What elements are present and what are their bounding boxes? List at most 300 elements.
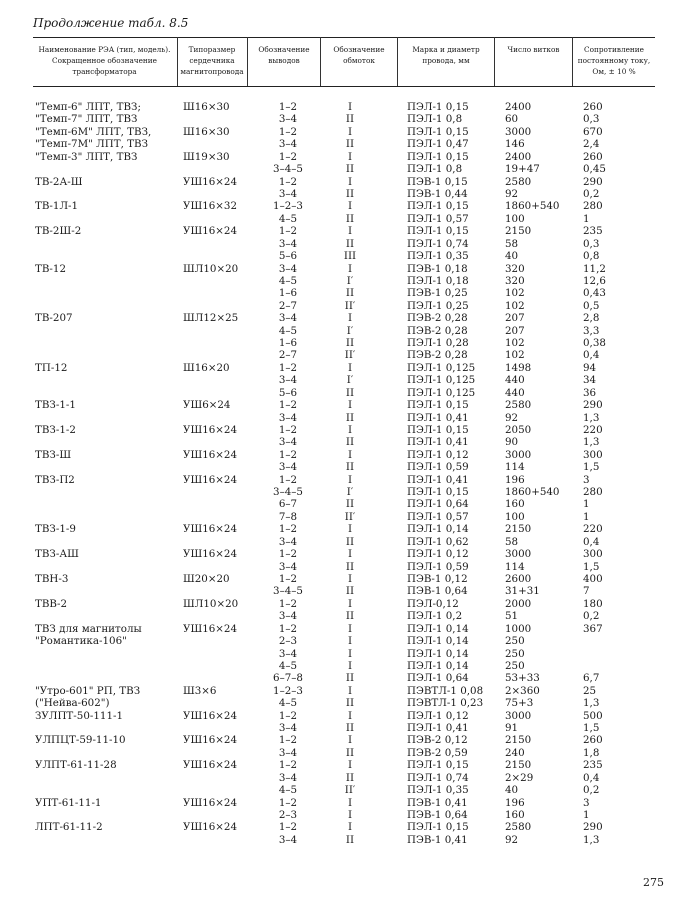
cell-winding: II [345,746,355,759]
cell-turns: 2400 [505,150,532,163]
cell-winding: I [347,635,353,648]
cell-pins: 3–4 [278,411,298,424]
cell-winding: II [345,163,355,176]
cell-pins: 4–5 [278,212,298,225]
cell-core: Ш19×30 [183,150,230,163]
cell-turns: 2580 [505,399,532,412]
cell-turns: 3000 [505,709,532,722]
cell-turns: 92 [505,411,519,424]
table-row [0,747,679,759]
cell-core: УШ6×24 [183,399,231,412]
cell-turns: 58 [505,535,519,548]
table-row [0,238,679,250]
cell-wire: ПЭЛ-1 0,15 [407,821,469,834]
cell-name: УПТ-61-11-1 [35,796,102,809]
cell-pins: 1–2 [278,734,298,747]
cell-resistance: 1,3 [583,436,600,449]
cell-name: ТВ-2Ш-2 [35,225,82,238]
cell-winding: I [347,361,353,374]
table-row [0,660,679,672]
cell-pins: 3–4 [278,746,298,759]
cell-resistance: 1 [583,498,590,511]
cell-wire: ПЭЛ-1 0,64 [407,672,469,685]
cell-resistance: 500 [583,709,603,722]
cell-wire: ПЭЛ-1 0,14 [407,659,469,672]
cell-wire: ПЭВ-1 0,41 [407,833,468,846]
cell-turns: 58 [505,237,519,250]
cell-winding: I [347,709,353,722]
cell-winding: I [347,262,353,275]
cell-resistance: 12,6 [583,274,606,287]
cell-pins: 2–3 [278,635,298,648]
table-row [0,672,679,684]
cell-name: ТВ-2А-Ш [35,175,83,188]
cell-pins: 3–4 [278,833,298,846]
cell-turns: 160 [505,498,525,511]
cell-turns: 250 [505,635,525,648]
cell-pins: 1–2 [278,423,298,436]
cell-pins: 4–5 [278,784,298,797]
cell-wire: ПЭЛ-1 0,15 [407,125,469,138]
cell-wire: ПЭВ-1 0,25 [407,287,468,300]
cell-core: Ш16×20 [183,361,230,374]
cell-wire: ПЭВ-1 0,12 [407,573,468,585]
header-divider [247,37,248,86]
cell-name: ТВ-1Л-1 [35,200,79,213]
cell-resistance: 0,38 [583,337,606,349]
cell-resistance: 300 [583,548,603,561]
cell-turns: 53+33 [505,672,540,685]
table-row [0,263,679,275]
header-core: Типоразмер сердечника магнитопровода [180,45,244,76]
header-winding: Обозначение обмоток [333,45,385,65]
cell-pins: 1–2 [278,225,298,238]
cell-pins: 1–2 [278,709,298,722]
cell-pins: 3–4–5 [273,585,303,598]
cell-wire: ПЭЛ-1 0,125 [407,386,476,399]
cell-resistance: 1 [583,808,590,821]
cell-winding: I′ [346,374,354,387]
cell-resistance: 400 [583,573,603,585]
cell-wire: ПЭЛ-1 0,35 [407,250,469,262]
cell-pins: 2–7 [278,349,298,362]
cell-pins: 5–6 [278,250,298,262]
cell-pins: 3–4 [278,237,298,250]
cell-wire: ПЭЛ-1 0,64 [407,498,469,511]
table-row [0,213,679,225]
cell-pins: 4–5 [278,659,298,672]
cell-wire: ПЭЛ-1 0,14 [407,647,469,660]
cell-name: ТП-12 [35,361,68,374]
cell-winding: II [345,722,355,734]
cell-wire: ПЭВ-1 0,44 [407,187,468,200]
cell-pins: 1–2–3 [273,684,303,697]
cell-winding: I [347,659,353,672]
cell-resistance: 0,2 [583,187,600,200]
cell-resistance: 0,3 [583,113,600,126]
cell-turns: 2400 [505,101,532,113]
table-row [0,374,679,386]
cell-name: "Темп-7" ЛПТ, ТВЗ [35,113,138,126]
cell-name: ТВЗ для магнитолы [35,622,142,635]
cell-wire: ПЭЛ-1 0,8 [407,113,463,126]
cell-winding: II [345,113,355,126]
cell-resistance: 94 [583,361,597,374]
cell-winding: I [347,734,353,747]
cell-pins: 3–4 [278,560,298,573]
cell-core: УШ16×24 [183,523,238,536]
cell-turns: 31+31 [505,585,540,598]
table-row [0,362,679,374]
cell-winding: II [345,610,355,623]
cell-resistance: 0,45 [583,163,606,176]
cell-resistance: 1,5 [583,461,600,474]
cell-pins: 1–2 [278,150,298,163]
cell-core: УШ16×24 [183,796,238,809]
cell-turns: 114 [505,461,525,474]
cell-wire: ПЭЛ-1 0,41 [407,411,469,424]
cell-wire: ПЭЛ-1 0,8 [407,163,463,176]
table-row [0,523,679,535]
cell-winding: II [345,498,355,511]
cell-winding: I′ [346,486,354,498]
cell-pins: 3–4 [278,262,298,275]
cell-winding: II [345,697,355,710]
cell-resistance: 2,4 [583,138,600,151]
cell-wire: ПЭВ-1 0,64 [407,585,468,598]
table-row [0,635,679,647]
cell-turns: 102 [505,337,525,349]
cell-wire: ПЭЛ-1 0,57 [407,212,469,225]
cell-wire: ПЭЛ-1 0,12 [407,709,469,722]
cell-pins: 3–4 [278,647,298,660]
cell-turns: 2150 [505,759,532,772]
cell-winding: I [347,573,353,585]
cell-wire: ПЭЛ-1 0,59 [407,560,469,573]
cell-winding: III [343,250,357,262]
cell-turns: 196 [505,796,525,809]
cell-name: ТВЗ-1-9 [35,523,76,536]
cell-pins: 7–8 [278,510,298,523]
cell-winding: II [345,461,355,474]
cell-winding: II′ [344,299,356,312]
cell-resistance: 0,4 [583,771,600,784]
cell-pins: 1–6 [278,337,298,349]
cell-wire: ПЭЛ-1 0,15 [407,101,469,113]
cell-pins: 1–2 [278,361,298,374]
cell-winding: I [347,622,353,635]
table-row [0,337,679,349]
table-row [0,325,679,337]
cell-wire: ПЭЛ-1 0,41 [407,722,469,734]
header-divider [397,37,398,86]
cell-wire: ПЭЛ-1 0,125 [407,374,476,387]
cell-winding: II [345,833,355,846]
cell-turns: 1860+540 [505,486,560,498]
cell-winding: II [345,212,355,225]
cell-wire: ПЭЛ-1 0,125 [407,361,476,374]
cell-wire: ПЭЛ-1 0,59 [407,461,469,474]
cell-winding: II [345,138,355,151]
cell-pins: 3–4 [278,461,298,474]
cell-name: ТВ-12 [35,262,67,275]
table-row [0,536,679,548]
cell-pins: 1–2 [278,821,298,834]
cell-turns: 2150 [505,734,532,747]
cell-turns: 146 [505,138,525,151]
table-row [0,772,679,784]
cell-wire: ПЭЛ-1 0,15 [407,423,469,436]
cell-turns: 2×360 [505,684,540,697]
table-row [0,225,679,237]
table-row [0,287,679,299]
cell-turns: 92 [505,187,519,200]
cell-winding: I [347,101,353,113]
table-row [0,424,679,436]
table-row [0,610,679,622]
table-row [0,623,679,635]
cell-wire: ПЭЛ-1 0,12 [407,548,469,561]
cell-pins: 1–2 [278,622,298,635]
cell-turns: 2580 [505,175,532,188]
cell-pins: 1–2 [278,175,298,188]
table-row [0,300,679,312]
cell-wire: ПЭЛ-1 0,15 [407,486,469,498]
cell-name: ТВЗ-Ш [35,448,72,461]
cell-wire: ПЭЛ-1 0,15 [407,399,469,412]
cell-core: УШ16×24 [183,622,238,635]
table-row [0,151,679,163]
cell-pins: 1–2 [278,448,298,461]
cell-name: ЛПТ-61-11-2 [35,821,103,834]
cell-pins: 1–2 [278,101,298,113]
cell-wire: ПЭЛ-1 0,57 [407,510,469,523]
cell-turns: 320 [505,262,525,275]
cell-pins: 3–4–5 [273,163,303,176]
cell-wire: ПЭЛ-1 0,35 [407,784,469,797]
cell-winding: I [347,225,353,238]
cell-winding: II′ [344,510,356,523]
cell-winding: I′ [346,274,354,287]
header-turns: Число витков [507,45,560,54]
cell-turns: 75+3 [505,697,534,710]
cell-wire: ПЭВ-1 0,41 [407,796,468,809]
cell-turns: 114 [505,560,525,573]
cell-winding: I [347,808,353,821]
cell-turns: 207 [505,312,525,325]
header-top-rule [33,37,655,38]
cell-wire: ПЭВТЛ-1 0,23 [407,697,484,710]
cell-pins: 1–6 [278,287,298,300]
cell-pins: 4–5 [278,274,298,287]
cell-pins: 3–4 [278,610,298,623]
cell-wire: ПЭЛ-1 0,15 [407,225,469,238]
cell-pins: 1–2–3 [273,200,303,213]
cell-turns: 1000 [505,622,532,635]
cell-resistance: 670 [583,125,603,138]
cell-pins: 3–4–5 [273,486,303,498]
cell-turns: 160 [505,808,525,821]
cell-wire: ПЭЛ-1 0,14 [407,523,469,536]
cell-turns: 102 [505,349,525,362]
header-divider [494,37,495,86]
table-row [0,759,679,771]
cell-resistance: 0,2 [583,784,600,797]
cell-resistance: 0,3 [583,237,600,250]
cell-core: УШ16×24 [183,423,238,436]
cell-turns: 2150 [505,225,532,238]
cell-turns: 2050 [505,423,532,436]
cell-name: ТВВ-2 [35,597,68,610]
cell-resistance: 235 [583,225,603,238]
cell-pins: 4–5 [278,324,298,337]
cell-turns: 196 [505,473,525,486]
table-row [0,126,679,138]
cell-resistance: 260 [583,150,603,163]
cell-turns: 440 [505,386,525,399]
cell-resistance: 280 [583,200,603,213]
cell-resistance: 0,43 [583,287,606,300]
cell-resistance: 1,8 [583,746,600,759]
table-caption: Продолжение табл. 8.5 [33,16,189,30]
cell-name: "Утро-601" РП, ТВЗ [35,684,141,697]
table-row [0,561,679,573]
cell-turns: 90 [505,436,519,449]
cell-core: УШ16×24 [183,734,238,747]
cell-turns: 92 [505,833,519,846]
cell-name: ТВЗ-1-2 [35,423,76,436]
cell-winding: II [345,386,355,399]
cell-core: УШ16×24 [183,759,238,772]
cell-resistance: 0,2 [583,610,600,623]
table-row [0,486,679,498]
cell-wire: ПЭЛ-1 0,47 [407,138,469,151]
cell-resistance: 1,3 [583,697,600,710]
cell-turns: 51 [505,610,519,623]
cell-name: "Романтика-106" [35,635,127,648]
cell-resistance: 260 [583,734,603,747]
cell-pins: 6–7 [278,498,298,511]
cell-winding: I [347,821,353,834]
table-row [0,784,679,796]
table-row [0,797,679,809]
table-row [0,710,679,722]
table-row [0,809,679,821]
cell-wire: ПЭЛ-1 0,2 [407,610,463,623]
cell-name: "Темп-6" ЛПТ, ТВЗ; [35,101,141,113]
cell-winding: I [347,125,353,138]
cell-resistance: 300 [583,448,603,461]
cell-turns: 2600 [505,573,532,585]
cell-resistance: 1,3 [583,833,600,846]
cell-wire: ПЭВ-2 0,59 [407,746,468,759]
cell-turns: 250 [505,647,525,660]
table-row [0,188,679,200]
cell-wire: ПЭЛ-1 0,18 [407,274,469,287]
page-number: 275 [643,876,664,889]
cell-name: ("Нейва-602") [35,697,110,710]
cell-turns: 102 [505,299,525,312]
cell-pins: 1–2 [278,473,298,486]
cell-resistance: 220 [583,423,603,436]
cell-wire: ПЭВ-2 0,28 [407,312,468,325]
cell-winding: I [347,597,353,610]
cell-wire: ПЭВ-2 0,28 [407,349,468,362]
cell-name: "Темп-3" ЛПТ, ТВЗ [35,150,138,163]
table-row [0,387,679,399]
cell-wire: ПЭВ-1 0,64 [407,808,468,821]
cell-core: Ш3×6 [183,684,217,697]
cell-wire: ПЭЛ-1 0,15 [407,200,469,213]
cell-resistance: 25 [583,684,597,697]
cell-resistance: 1 [583,212,590,225]
table-row [0,349,679,361]
table-row [0,399,679,411]
table-row [0,412,679,424]
cell-winding: I [347,796,353,809]
cell-pins: 6–7–8 [273,672,303,685]
cell-winding: I [347,423,353,436]
cell-pins: 5–6 [278,386,298,399]
table-row [0,200,679,212]
cell-core: УШ16×24 [183,821,238,834]
cell-wire: ПЭВ-2 0,12 [407,734,468,747]
cell-core: ШЛ10×20 [183,262,239,275]
table-row [0,449,679,461]
header-divider [572,37,573,86]
cell-winding: I [347,448,353,461]
header-pins: Обозначение выводов [258,45,310,65]
cell-resistance: 36 [583,386,597,399]
table-row [0,113,679,125]
cell-wire: ПЭВ-1 0,15 [407,175,468,188]
cell-resistance: 280 [583,486,603,498]
cell-resistance: 3,3 [583,324,600,337]
cell-wire: ПЭВ-2 0,28 [407,324,468,337]
table-row [0,498,679,510]
cell-turns: 2000 [505,597,532,610]
cell-wire: ПЭВТЛ-1 0,08 [407,684,484,697]
cell-pins: 3–4 [278,113,298,126]
cell-pins: 1–2 [278,548,298,561]
cell-core: УШ16×32 [183,200,238,213]
table-row [0,585,679,597]
cell-wire: ПЭЛ-1 0,41 [407,473,469,486]
cell-winding: II [345,436,355,449]
cell-winding: I [347,399,353,412]
cell-turns: 1860+540 [505,200,560,213]
cell-winding: I [347,647,353,660]
cell-turns: 320 [505,274,525,287]
table-row [0,511,679,523]
header-divider [320,37,321,86]
table-row [0,685,679,697]
table-row [0,312,679,324]
cell-pins: 1–2 [278,573,298,585]
cell-winding: I [347,684,353,697]
cell-turns: 100 [505,212,525,225]
cell-resistance: 260 [583,101,603,113]
table-row [0,722,679,734]
cell-wire: ПЭЛ-1 0,14 [407,635,469,648]
cell-winding: II [345,560,355,573]
header-resistance: Сопротивление постоянному току, Ом, ± 10 % [577,45,651,76]
table-row [0,436,679,448]
cell-winding: I [347,150,353,163]
cell-resistance: 0,5 [583,299,600,312]
cell-pins: 1–2 [278,523,298,536]
cell-resistance: 290 [583,175,603,188]
